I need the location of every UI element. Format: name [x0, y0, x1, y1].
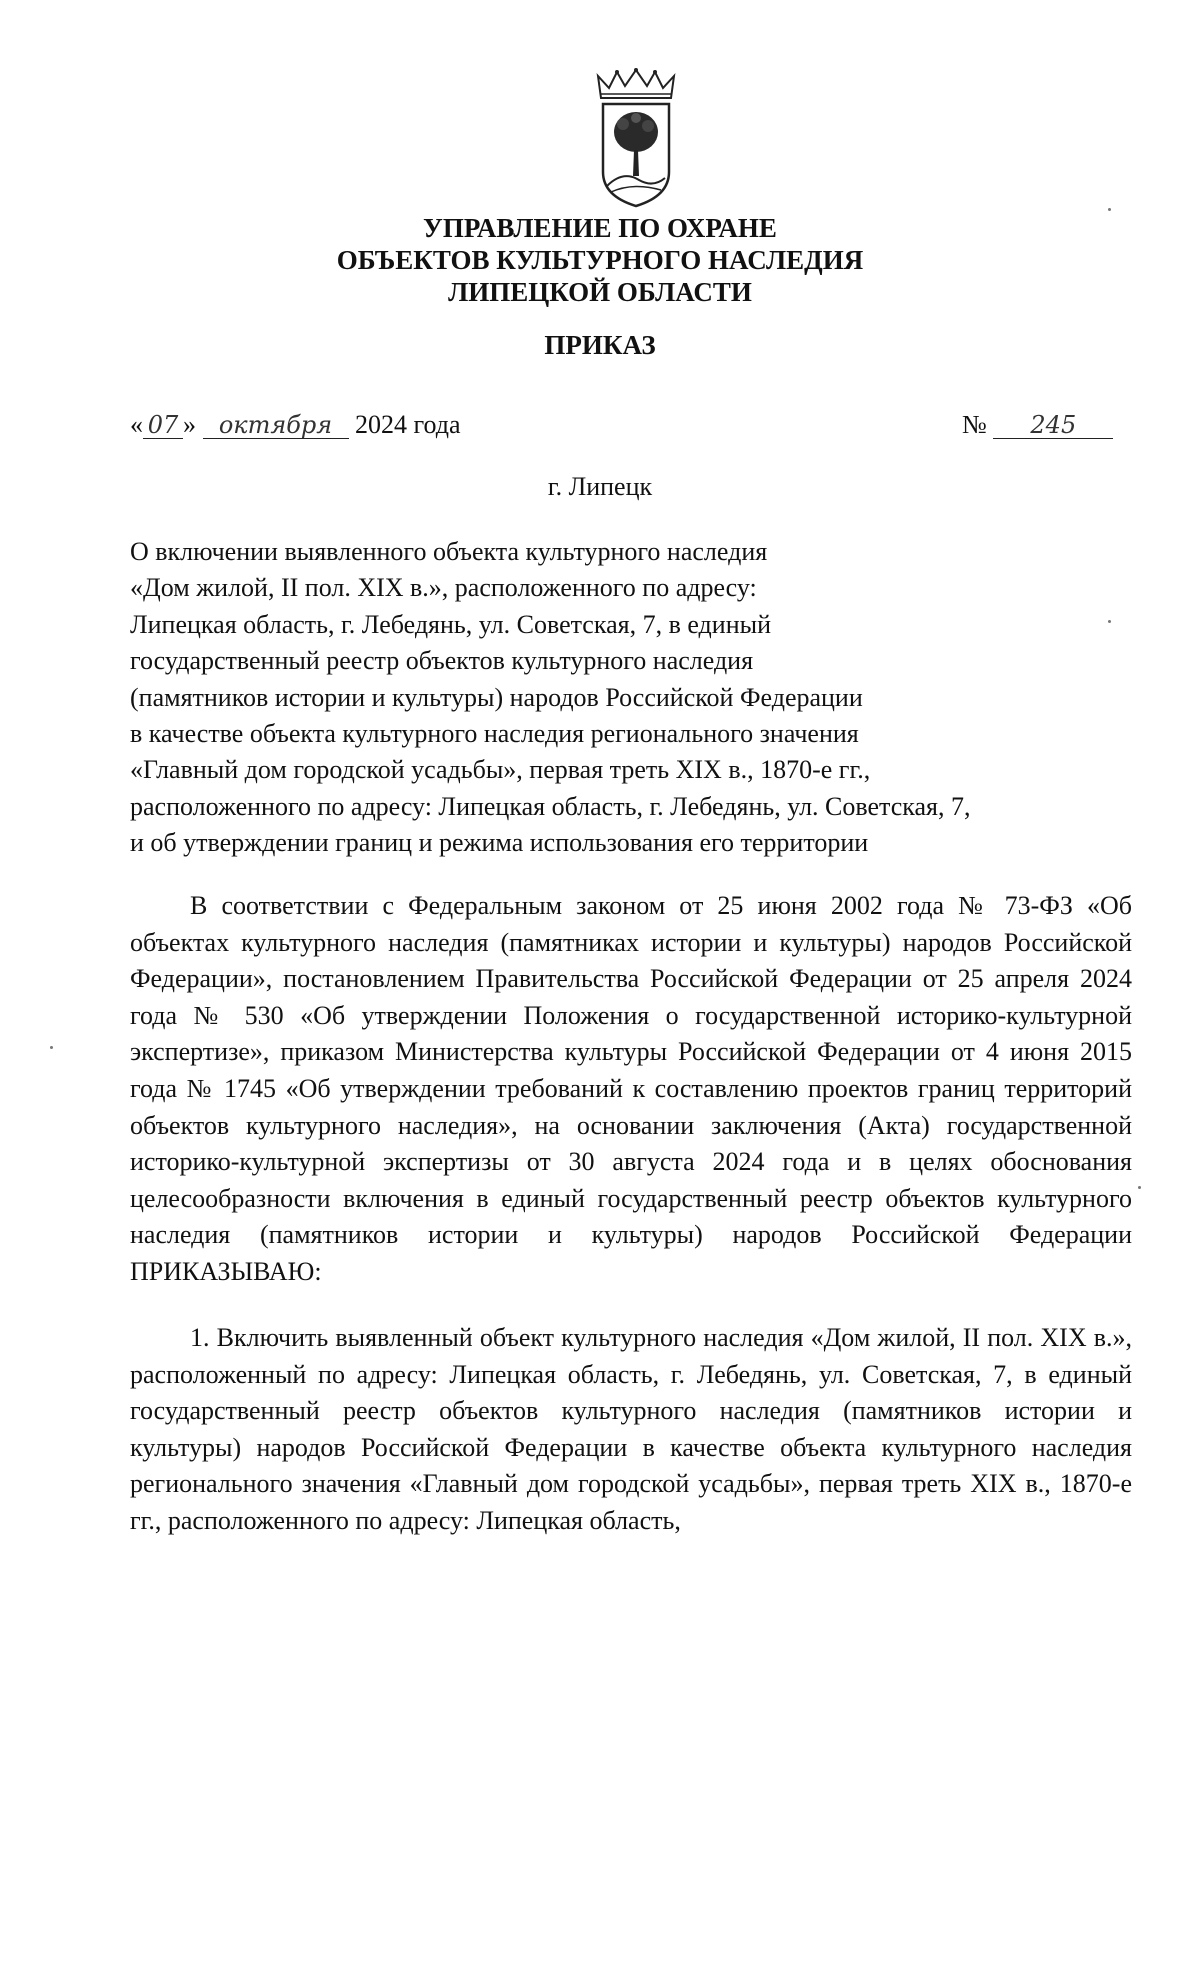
- date-close-quote: »: [183, 410, 196, 439]
- order-title: [130, 534, 1070, 862]
- title-line: (памятников истории и культуры) народов Российской Федерации: [130, 682, 863, 712]
- date-month-handwritten: октября: [203, 412, 349, 439]
- organization-name: [0, 212, 1200, 308]
- order-number: [962, 410, 1113, 440]
- city: г. Липецк: [547, 472, 653, 501]
- number-sign: №: [962, 410, 987, 439]
- org-line-2: ОБЪЕКТОВ КУЛЬТУРНОГО НАСЛЕДИЯ: [336, 245, 864, 275]
- title-line: «Дом жилой, II пол. XIX в.», расположенного по адресу:: [130, 573, 757, 603]
- org-line-1: УПРАВЛЕНИЕ ПО ОХРАНЕ: [423, 213, 777, 243]
- title-line: в качестве объекта культурного наследия регионального значения: [130, 719, 859, 749]
- title-line: государственный реестр объектов культурного наследия: [130, 646, 754, 676]
- org-line-3: ЛИПЕЦКОЙ ОБЛАСТИ: [448, 277, 752, 307]
- title-line: Липецкая область, г. Лебедянь, ул. Советская, 7, в единый: [130, 609, 771, 639]
- date-open-quote: «: [130, 410, 143, 439]
- scan-speck: [1108, 208, 1111, 211]
- date-year: 2024 года: [355, 410, 461, 439]
- date-day-handwritten: 07: [143, 412, 183, 439]
- order-date: [130, 410, 461, 440]
- order-number-handwritten: 245: [993, 412, 1113, 439]
- scan-speck: [1138, 1186, 1141, 1189]
- scan-speck: [1108, 620, 1111, 623]
- title-line: расположенного по адресу: Липецкая область, г. Лебедянь, ул. Советская, 7,: [130, 791, 971, 821]
- preamble-paragraph: В соответствии с Федеральным законом от 25 июня 2002 года № 73-ФЗ «Об объектах культурного наследия (памятниках истории и культуры) народов Российской Федерации», постановлением Правительства Российской Федерации от 25 апреля 2024 года № 530 «Об утверждении Положения о государственной историко-культурной экспертизе», приказом Министерства культуры Российской Федерации от 4 июня 2015 года № 1745 «Об утверждении требований к составлению проектов границ территорий объектов культурного наследия», на основании заключения (Акта) государственной историко-культурной экспертизы от 30 августа 2024 года и в целях обоснования целесообразности включения в единый государственный реестр объектов культурного наследия (памятников истории и культуры) народов Российской Федерации ПРИКАЗЫВАЮ:: [130, 891, 1132, 1286]
- item-1-paragraph: 1. Включить выявленный объект культурного наследия «Дом жилой, II пол. XIX в.», расположенный по адресу: Липецкая область, г. Лебедянь, ул. Советская, 7, в единый государственный реестр объектов культурного наследия (памятников истории и культуры) народов Российской Федерации в качестве объекта культурного наследия регионального значения «Главный дом городской усадьбы», первая треть XIX в., 1870-е гг., расположенного по адресу: Липецкая область,: [130, 1323, 1132, 1535]
- title-line: и об утверждении границ и режима использования его территории: [130, 828, 869, 858]
- title-line: О включении выявленного объекта культурного наследия: [130, 537, 768, 566]
- document-type: ПРИКАЗ: [544, 330, 656, 360]
- coat-of-arms-icon: [593, 68, 679, 208]
- title-line: «Главный дом городской усадьбы», первая треть XIX в., 1870-е гг.,: [130, 755, 871, 785]
- scan-speck: [50, 1046, 53, 1049]
